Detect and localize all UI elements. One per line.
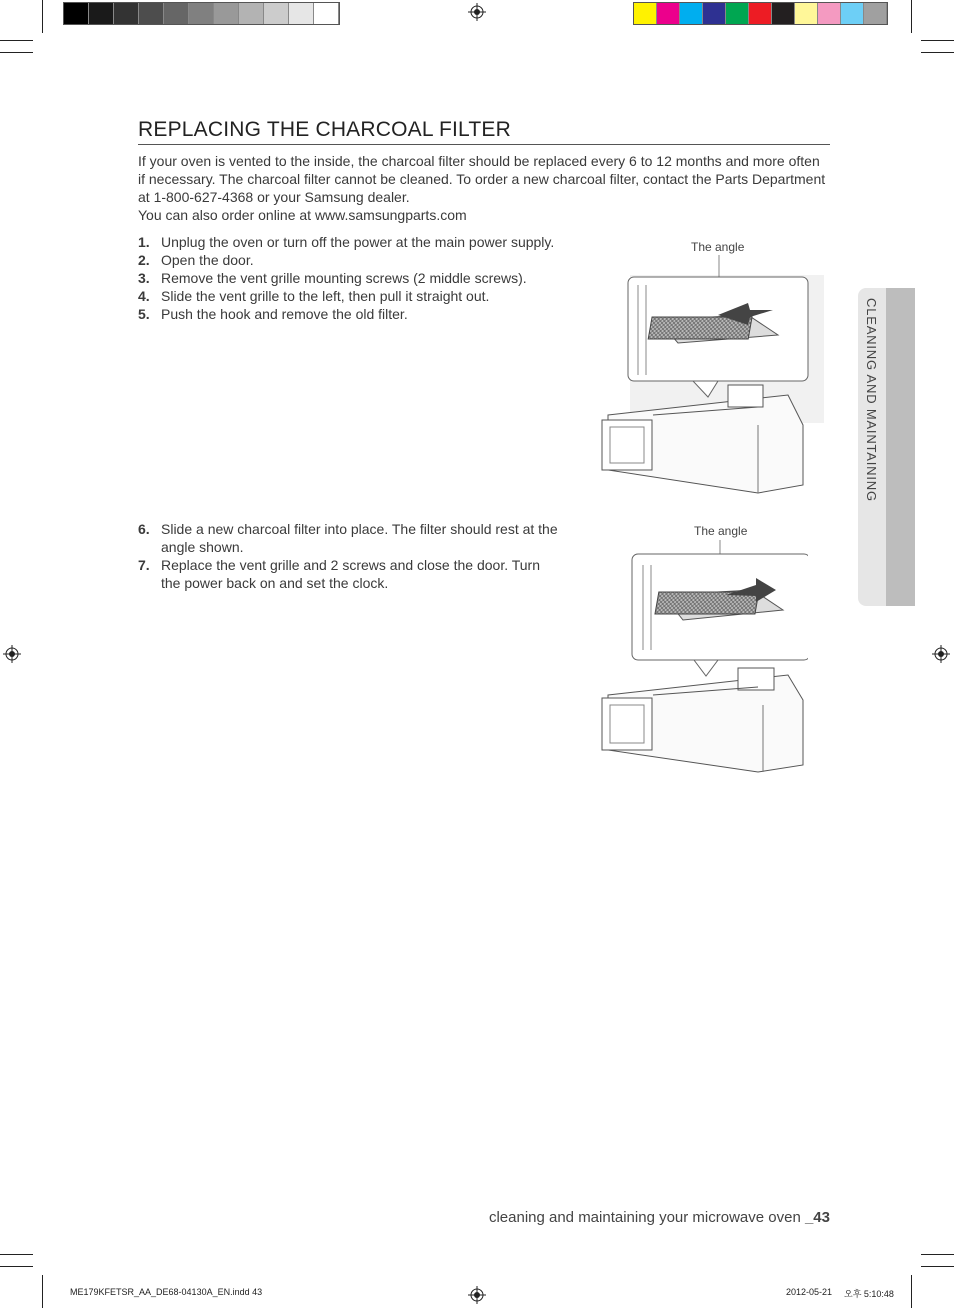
print-slug-time: 오후 5:10:48 <box>844 1289 894 1299</box>
registration-mark-icon <box>3 645 21 663</box>
crop-mark <box>921 1254 954 1255</box>
step-text: Remove the vent grille mounting screws (2 middle screws). <box>161 270 527 286</box>
print-slug-file: ME179KFETSR_AA_DE68-04130A_EN.indd 43 <box>70 1287 263 1297</box>
filter-install-illustration <box>598 540 808 780</box>
step-number: 2. <box>138 252 150 268</box>
title-rule <box>138 144 830 145</box>
step-text: Open the door. <box>161 252 254 268</box>
registration-mark-icon <box>932 645 950 663</box>
crop-mark <box>921 1266 954 1267</box>
intro-line: You can also order online at www.samsungparts.com <box>138 207 467 223</box>
crop-mark <box>0 52 33 53</box>
crop-mark <box>0 1266 33 1267</box>
crop-mark <box>42 0 43 33</box>
step-number: 6. <box>138 521 150 537</box>
list-item <box>138 251 568 269</box>
step-text: Push the hook and remove the old filter. <box>161 306 408 322</box>
gray-swatch <box>89 3 114 24</box>
list-item <box>138 233 568 251</box>
steps-list-remove <box>138 233 568 323</box>
list-item <box>138 269 568 287</box>
step-number: 4. <box>138 288 150 304</box>
intro-paragraph <box>138 152 828 224</box>
crop-mark <box>911 1275 912 1308</box>
color-swatch <box>634 3 657 24</box>
crop-mark <box>0 40 33 41</box>
color-swatch <box>841 3 864 24</box>
gray-swatch <box>189 3 214 24</box>
gray-swatch <box>139 3 164 24</box>
crop-mark <box>921 52 954 53</box>
intro-line: If your oven is vented to the inside, the charcoal filter should be replaced every 6 to 12 months and more often if necessary. The charcoal filter cannot be cleaned. To order a new charcoal filter, contact the Parts Department at 1-800-627-4368 or your Samsung dealer. <box>138 153 826 205</box>
list-item <box>138 556 558 592</box>
color-swatch <box>772 3 795 24</box>
gray-swatch <box>289 3 314 24</box>
process-color-bar <box>633 2 888 25</box>
list-item <box>138 305 568 323</box>
side-tab-label: CLEANING AND MAINTAINING <box>864 298 879 502</box>
crop-mark <box>911 0 912 33</box>
grayscale-color-bar <box>63 2 340 25</box>
registration-mark-icon <box>468 1286 486 1304</box>
page-number: _43 <box>804 1209 830 1226</box>
step-number: 7. <box>138 557 150 573</box>
print-slug-date: 2012-05-21 <box>786 1287 833 1297</box>
gray-swatch <box>314 3 339 24</box>
crop-mark <box>0 1254 33 1255</box>
list-item <box>138 287 568 305</box>
step-text: Slide a new charcoal filter into place. The filter should rest at the angle shown. <box>161 521 558 555</box>
gray-swatch <box>114 3 139 24</box>
step-text: Slide the vent grille to the left, then pull it straight out. <box>161 288 490 304</box>
steps-list-install <box>138 520 558 592</box>
gray-swatch <box>239 3 264 24</box>
figure-caption: The angle <box>691 240 745 254</box>
step-number: 3. <box>138 270 150 286</box>
figure-caption: The angle <box>694 524 748 538</box>
page-footer <box>489 1209 830 1226</box>
color-swatch <box>749 3 772 24</box>
filter-removal-illustration <box>598 255 824 495</box>
gray-swatch <box>214 3 239 24</box>
footer-section: cleaning and maintaining your microwave oven <box>488 1209 805 1226</box>
list-item <box>138 520 558 556</box>
step-text: Unplug the oven or turn off the power at the main power supply. <box>161 234 555 250</box>
page-title: REPLACING THE CHARCOAL FILTER <box>138 118 511 141</box>
gray-swatch <box>164 3 189 24</box>
crop-mark <box>921 40 954 41</box>
color-swatch <box>818 3 841 24</box>
color-swatch <box>726 3 749 24</box>
registration-mark-icon <box>468 3 486 21</box>
crop-mark <box>42 1275 43 1308</box>
side-tab-edge <box>886 288 915 606</box>
step-number: 1. <box>138 234 150 250</box>
gray-swatch <box>64 3 89 24</box>
color-swatch <box>657 3 680 24</box>
step-number: 5. <box>138 306 150 322</box>
gray-swatch <box>264 3 289 24</box>
color-swatch <box>795 3 818 24</box>
step-text: Replace the vent grille and 2 screws and close the door. Turn the power back on and set the clock. <box>161 557 540 591</box>
color-swatch <box>680 3 703 24</box>
color-swatch <box>864 3 887 24</box>
color-swatch <box>703 3 726 24</box>
